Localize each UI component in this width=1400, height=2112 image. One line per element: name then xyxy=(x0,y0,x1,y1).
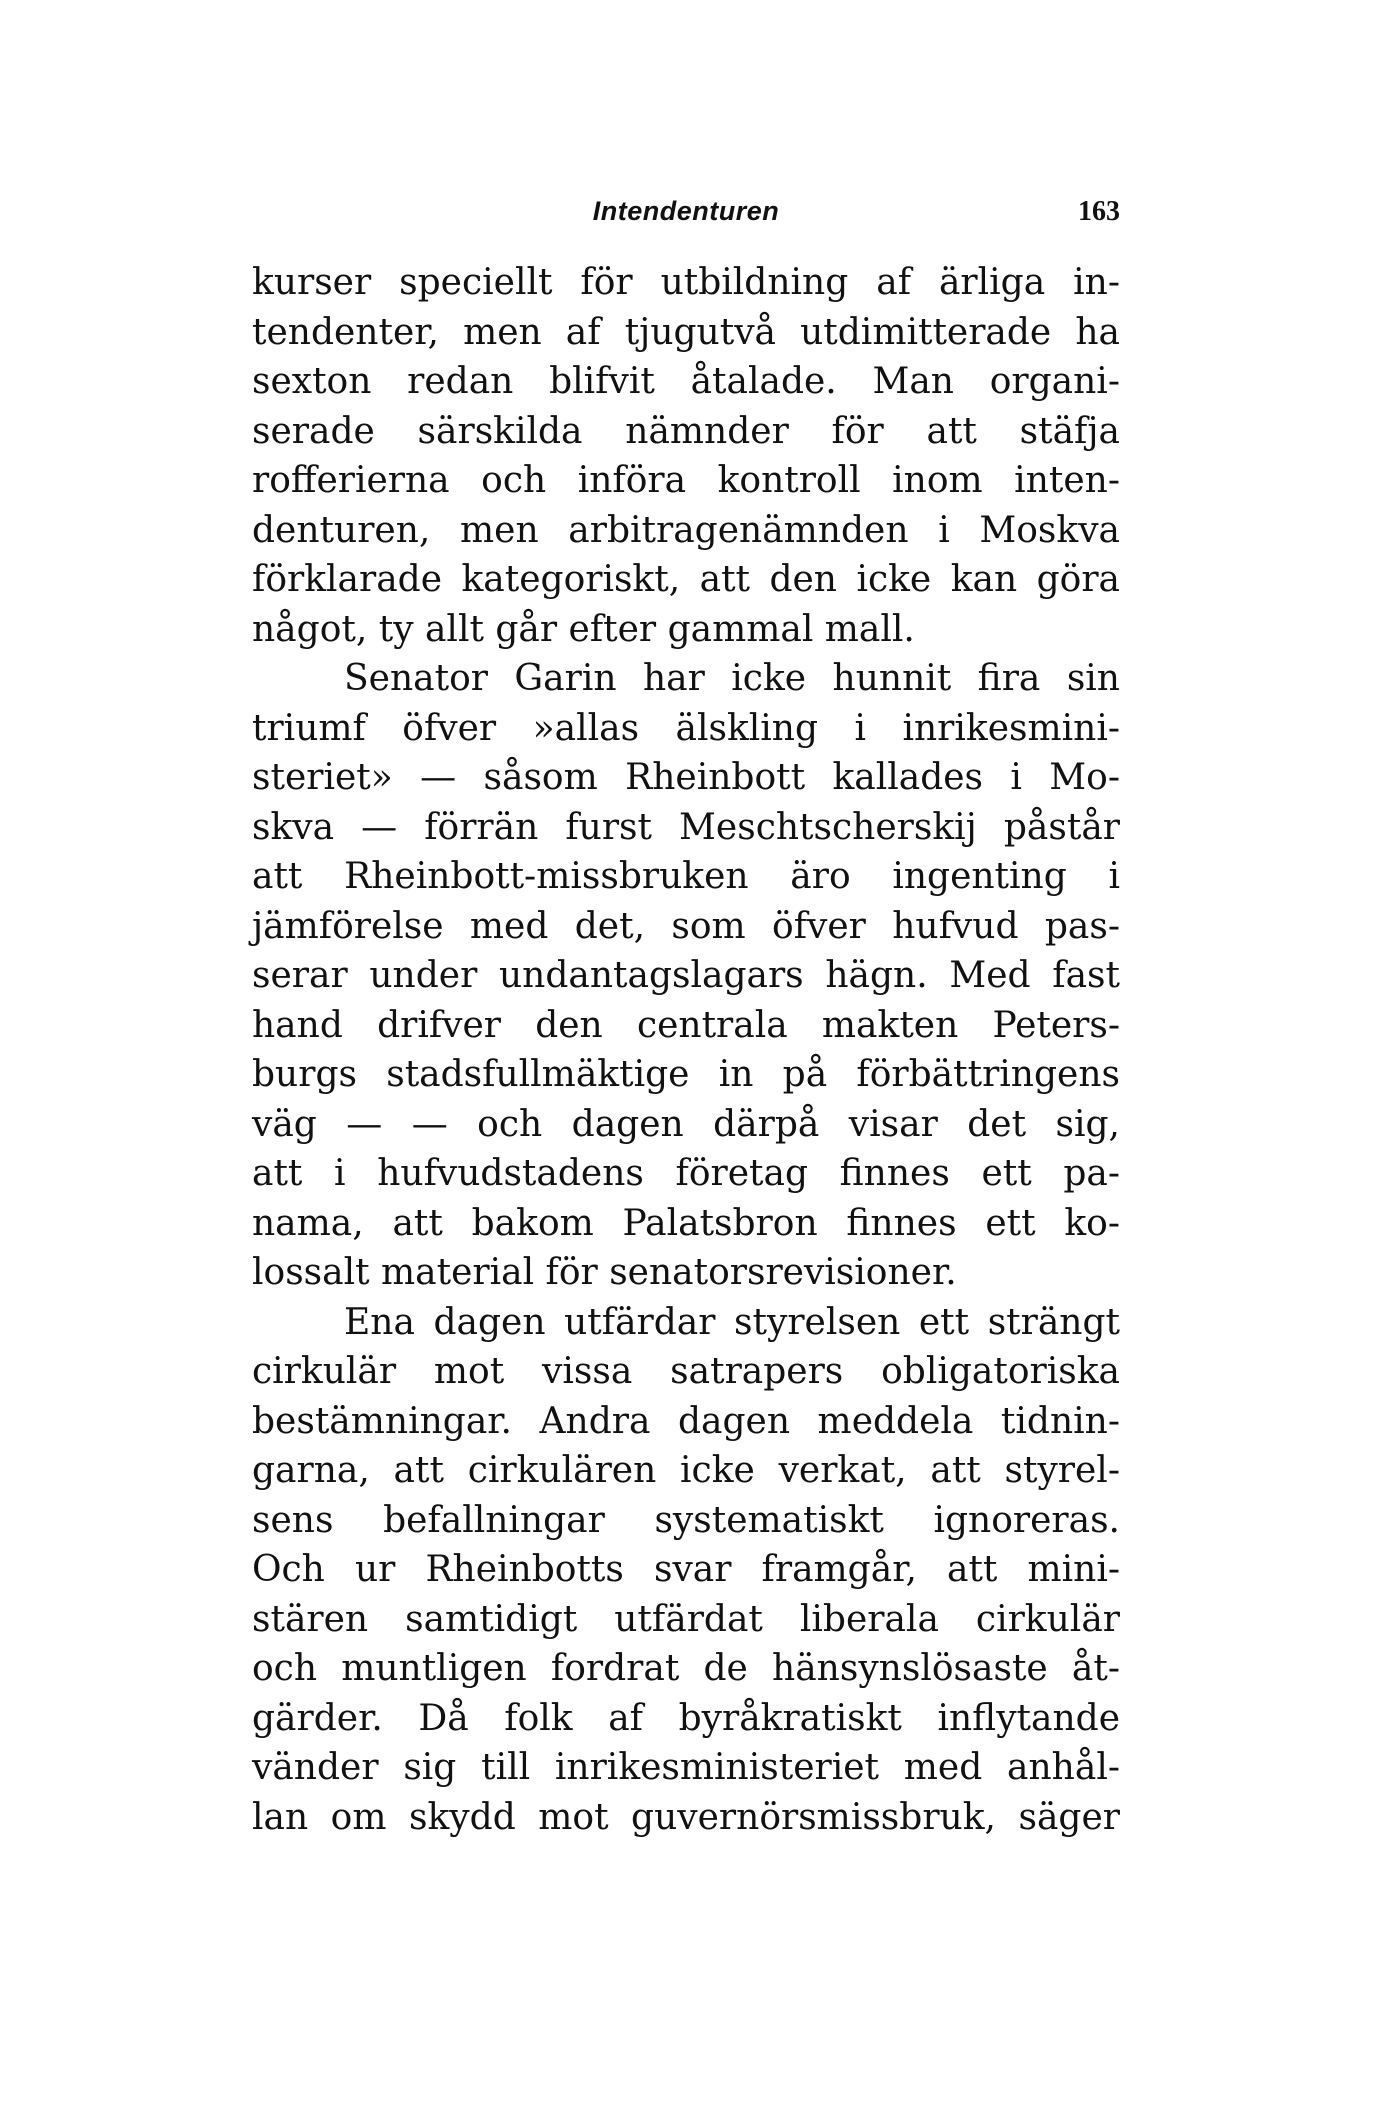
paragraph xyxy=(252,654,1120,1298)
text-line: steriet» — såsom Rheinbott kallades i Mo- xyxy=(252,757,1120,798)
text-line: serade särskilda nämnder för att stäfja xyxy=(252,410,1120,452)
text-line: triumf öfver »allas älskling i inrikesmini- xyxy=(252,707,1120,749)
text-line: Ena dagen utfärdar styrelsen ett strängt xyxy=(344,1301,1120,1343)
text-line: vänder sig till inrikesministeriet med anhål- xyxy=(252,1747,1120,1788)
paragraph xyxy=(252,1298,1120,1843)
running-title: Intendenturen xyxy=(592,196,780,226)
text-line: stären samtidigt utfärdat liberala cirkulär xyxy=(252,1598,1120,1640)
text-line: rofferierna och införa kontroll inom inten- xyxy=(252,460,1120,501)
text-line: och muntligen fordrat de hänsynslösaste åt- xyxy=(252,1648,1120,1689)
text-line: att Rheinbott-missbruken äro ingenting i xyxy=(252,856,1120,897)
text-line: nama, att bakom Palatsbron finnes ett ko- xyxy=(252,1202,1120,1244)
page-number: 163 xyxy=(1078,196,1120,227)
text-line: burgs stadsfullmäktige in på förbättringens xyxy=(252,1054,1120,1095)
text-line: lan om skydd mot guvernörsmissbruk, säger xyxy=(252,1796,1120,1838)
text-line: serar under undantagslagars hägn. Med fast xyxy=(252,955,1120,996)
paragraph xyxy=(252,258,1120,654)
body-text xyxy=(252,258,1120,1842)
running-head xyxy=(252,196,1120,240)
text-line: cirkulär mot vissa satrapers obligatoriska xyxy=(252,1351,1120,1392)
text-line: Och ur Rheinbotts svar framgår, att mini- xyxy=(252,1549,1120,1590)
text-line: förklarade kategoriskt, att den icke kan göra xyxy=(252,559,1120,600)
text-line: sexton redan blifvit åtalade. Man organi- xyxy=(252,361,1120,402)
text-line: hand drifver den centrala makten Peters- xyxy=(252,1004,1120,1046)
text-line: väg — — och dagen därpå visar det sig, xyxy=(252,1103,1120,1145)
text-line: denturen, men arbitragenämnden i Moskva xyxy=(252,509,1120,551)
text-line: tendenter, men af tjugutvå utdimitterade ha xyxy=(252,311,1120,353)
text-line: gärder. Då folk af byråkratiskt inflytande xyxy=(252,1697,1120,1739)
text-line: jämförelse med det, som öfver hufvud pas- xyxy=(252,905,1120,947)
text-line: garna, att cirkulären icke verkat, att styrel- xyxy=(252,1450,1120,1491)
text-line: att i hufvudstadens företag finnes ett pa- xyxy=(252,1153,1120,1194)
text-line: Senator Garin har icke hunnit fira sin xyxy=(344,658,1120,699)
text-line: sens befallningar systematiskt ignoreras. xyxy=(252,1499,1120,1541)
text-line: kurser speciellt för utbildning af ärliga in- xyxy=(252,262,1120,303)
text-line: lossalt material för senatorsrevisioner. xyxy=(252,1252,957,1293)
text-line: skva — förrän furst Meschtscherskij påstår xyxy=(252,806,1120,848)
text-line: bestämningar. Andra dagen meddela tidnin- xyxy=(252,1400,1120,1442)
text-line: något, ty allt går efter gammal mall. xyxy=(252,608,915,650)
